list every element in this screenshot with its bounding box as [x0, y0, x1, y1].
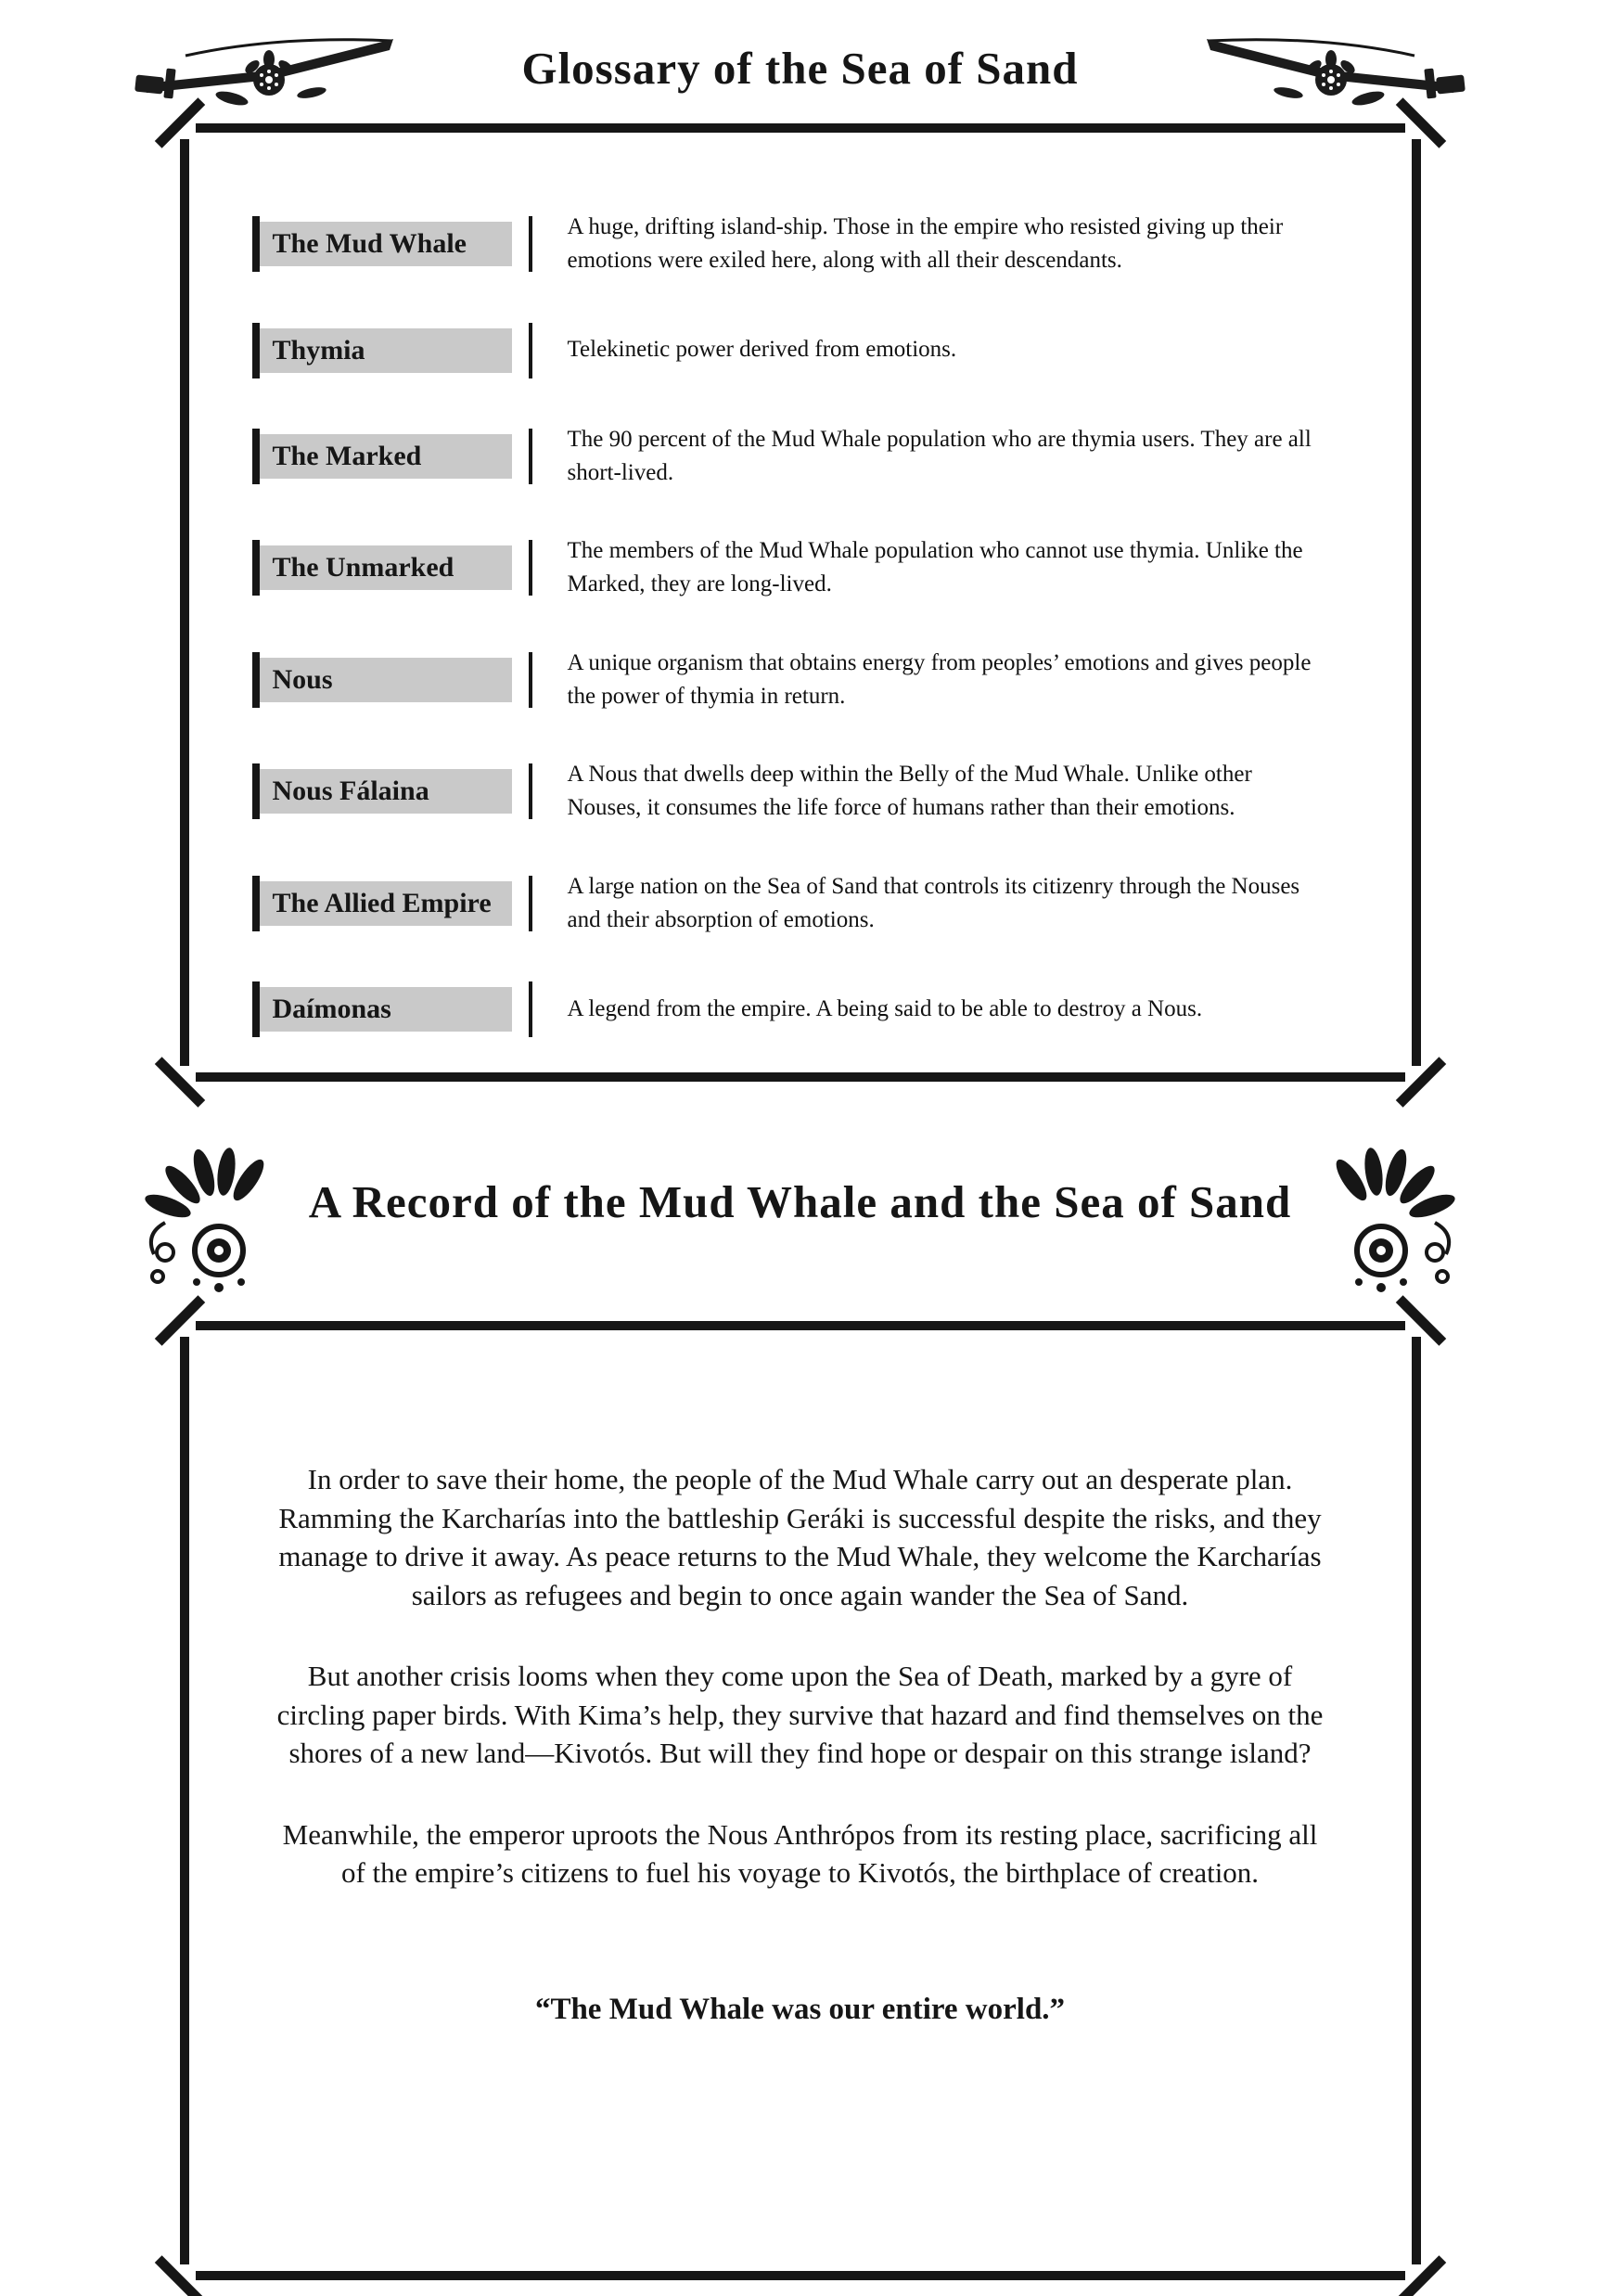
definition-text: The members of the Mud Whale population who cannot use thymia. Unlike the Marked, they are long-lived. [567, 538, 1303, 597]
term-rule-right [529, 429, 532, 484]
term-label: The Marked [260, 434, 512, 479]
term-rule-left [252, 763, 260, 819]
term-rule-right [529, 981, 532, 1037]
definition-text: A huge, drifting island-ship. Those in the empire who resisted giving up their emotions were exiled here, along with all their descendants. [567, 214, 1284, 274]
record-frame [180, 1321, 1421, 2280]
glossary-entry [252, 981, 1365, 1037]
term-highlight [252, 429, 568, 484]
record-header [0, 1082, 1600, 1321]
term-rule-right [529, 216, 532, 272]
term-rule-left [252, 323, 260, 378]
dagger-flower-ornament-right-icon [1199, 28, 1470, 113]
glossary-title: Glossary of the Sea of Sand [521, 43, 1079, 94]
glossary-header [0, 0, 1600, 123]
feather-fan-ornament-left-icon [137, 1113, 275, 1297]
glossary-entry [252, 423, 1365, 491]
term-rule-left [252, 540, 260, 596]
term-highlight [252, 763, 568, 819]
term-highlight [252, 981, 568, 1037]
definition-text: Telekinetic power derived from emotions. [567, 337, 957, 363]
dagger-flower-ornament-left-icon [130, 28, 401, 113]
term-highlight [252, 652, 568, 708]
term-rule-left [252, 981, 260, 1037]
term-label: Daímonas [260, 987, 512, 1032]
term-label: Nous Fálaina [260, 769, 512, 814]
term-rule-left [252, 652, 260, 708]
term-rule-left [252, 429, 260, 484]
record-paragraph: In order to save their home, the people of the Mud Whale carry out an desperate plan. Ramming the Karcharías into the battleship Geráki is successful despite the risks, and they manage to drive it away. As peace returns to the Mud Whale, they welcome the Karcharías sailors as refugees and begin to once again wander the Sea of Sand. [278, 1463, 1322, 1611]
term-rule-left [252, 876, 260, 931]
definition-text: A large nation on the Sea of Sand that controls its citizenry through the Nouses and their absorption of emotions. [567, 873, 1300, 932]
definition-text: A Nous that dwells deep within the Belly of the Mud Whale. Unlike other Nouses, it consumes the life force of humans rather than their emotions. [567, 762, 1252, 821]
glossary-entry [252, 870, 1365, 938]
term-highlight [252, 876, 568, 931]
glossary-entry [252, 647, 1365, 714]
definition-text: A legend from the empire. A being said to be able to destroy a Nous. [567, 995, 1203, 1021]
term-rule-right [529, 763, 532, 819]
record-paragraph: But another crisis looms when they come upon the Sea of Death, marked by a gyre of circling paper birds. With Kima’s help, they survive that hazard and find themselves on the shores of a new land—Kivotós. But will they find hope or despair on this strange island? [276, 1660, 1324, 1770]
term-highlight [252, 540, 568, 596]
definition-text: A unique organism that obtains energy from peoples’ emotions and gives people the power of thymia in return. [567, 649, 1312, 709]
term-label: Thymia [260, 328, 512, 373]
term-rule-right [529, 540, 532, 596]
glossary-entry [252, 323, 1365, 378]
glossary-entry [252, 211, 1365, 278]
term-label: Nous [260, 658, 512, 702]
term-label: The Allied Empire [260, 881, 512, 926]
term-label: The Unmarked [260, 545, 512, 590]
glossary-frame [180, 123, 1421, 1082]
term-rule-right [529, 323, 532, 378]
term-rule-right [529, 876, 532, 931]
record-quote: “The Mud Whale was our entire world.” [534, 1992, 1066, 2026]
glossary-entry [252, 534, 1365, 602]
term-rule-left [252, 216, 260, 272]
glossary-entry [252, 758, 1365, 826]
definition-text: The 90 percent of the Mud Whale population who are thymia users. They are all short-lived. [567, 426, 1312, 485]
term-highlight [252, 216, 568, 272]
term-rule-right [529, 652, 532, 708]
record-paragraph: Meanwhile, the emperor uproots the Nous Anthrópos from its resting place, sacrificing all of the empire’s citizens to fuel his voyage to Kivotós, the birthplace of creation. [282, 1817, 1318, 1890]
term-label: The Mud Whale [260, 222, 512, 266]
term-highlight [252, 323, 568, 378]
feather-fan-ornament-right-icon [1325, 1113, 1463, 1297]
record-title: A Record of the Mud Whale and the Sea of Sand [308, 1175, 1292, 1227]
